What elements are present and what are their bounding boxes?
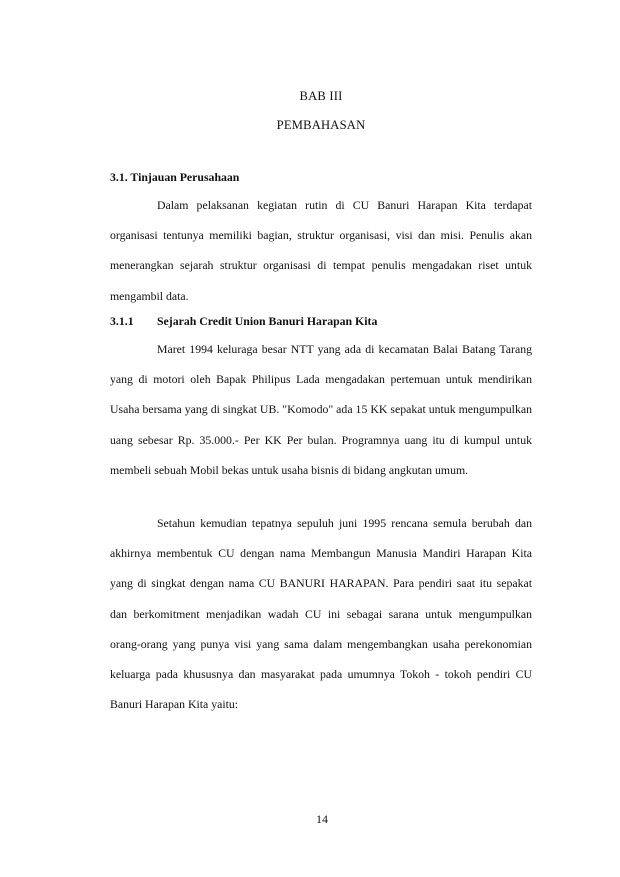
chapter-number: BAB III <box>299 89 343 103</box>
section-heading: 3.1. Tinjauan Perusahaan <box>110 170 240 184</box>
subsection-title: Sejarah Credit Union Banuri Harapan Kita <box>157 314 378 328</box>
chapter-title: PEMBAHASAN <box>276 118 366 132</box>
subsection-paragraph-2: Setahun kemudian tepatnya sepuluh juni 1995 rencana semula berubah dan akhirnya membentuk CU dengan nama Membangun Manusia Mandiri Harapan Kita yang di singkat dengan nama CU BANURI HARAPAN. Para pendiri saat itu sepakat dan berkomitment menjadikan wadah CU ini sebagai sarana untuk mengumpulkan orang-orang yang punya visi yang sama dalam mengembangkan usaha perekonomian keluarga pada khususnya dan masyarakat pada umumnya Tokoh - tokoh pendiri CU Banuri Harapan Kita yaitu: <box>110 516 532 712</box>
subsection-paragraph-1: Maret 1994 keluraga besar NTT yang ada di kecamatan Balai Batang Tarang yang di motori oleh Bapak Philipus Lada mengadakan pertemuan untuk mendirikan Usaha bersama yang di singkat UB. "Komodo" ada 15 KK sepakat untuk mengumpulkan uang sebesar Rp. 35.000.- Per KK Per bulan. Programnya uang itu di kumpul untuk membeli sebuah Mobil bekas untuk usaha bisnis di bidang angkutan umum. <box>110 342 532 477</box>
subsection-number: 3.1.1 <box>110 314 134 328</box>
section-paragraph: Dalam pelaksanan kegiatan rutin di CU Banuri Harapan Kita terdapat organisasi tentunya memiliki bagian, struktur organisasi, visi dan misi. Penulis akan menerangkan sejarah struktur organisasi di tempat penulis mengadakan riset untuk mengambil data. <box>110 198 532 303</box>
subsection-heading <box>110 314 377 329</box>
page-number: 14 <box>316 812 328 826</box>
